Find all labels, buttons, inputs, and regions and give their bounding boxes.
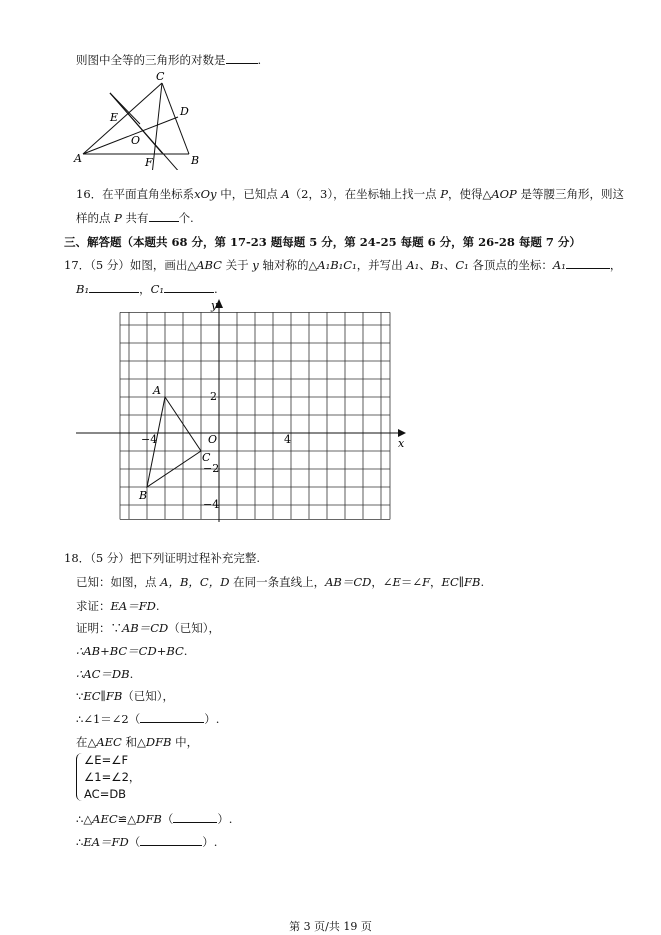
tick-y-neg4: −4 <box>203 498 220 511</box>
answer-blank-reason-1[interactable] <box>140 711 204 723</box>
q18-step-3: ∵EC∥FB（已知）， <box>76 689 175 703</box>
q18-proof-start: 证明：∵AB＝CD（已知）， <box>76 621 221 635</box>
vertex-label-b: B <box>139 489 148 502</box>
triangle-figure <box>70 70 205 170</box>
tick-y-2: 2 <box>210 390 217 403</box>
condition-1: ∠E=∠F <box>84 753 129 767</box>
answer-blank-reason-2[interactable] <box>173 811 217 823</box>
y-axis-label: y <box>211 299 218 312</box>
origin-label: O <box>208 433 218 446</box>
x-axis-arrow <box>398 429 406 437</box>
answer-blank[interactable] <box>149 210 179 222</box>
label-a: A <box>74 152 82 165</box>
vertex-label-a: A <box>153 384 161 397</box>
coordinate-grid <box>70 296 410 530</box>
label-f: F <box>145 156 153 169</box>
segment-ac <box>83 83 162 154</box>
q18-prove: 求证：EA＝FD. <box>76 599 160 613</box>
tick-x-4: 4 <box>284 433 291 446</box>
condition-brace <box>76 753 83 801</box>
answer-blank[interactable] <box>226 52 258 64</box>
label-e: E <box>110 111 119 124</box>
label-o: O <box>131 134 141 147</box>
section-heading: 三、解答题（本题共 68 分，第 17-23 题每题 5 分，第 24-25 每题 6 分，第 26-28 每题 7 分） <box>64 235 581 249</box>
vertex-label-c: C <box>202 451 211 464</box>
tick-y-neg2: −2 <box>203 462 220 475</box>
q18-given: 已知：如图，点 A，B，C，D 在同一条直线上，AB＝CD，∠E＝∠F，EC∥FB. <box>76 575 485 589</box>
condition-2: ∠1=∠2， <box>84 770 141 784</box>
q18-heading: 18．（5 分）把下列证明过程补充完整. <box>64 551 261 565</box>
answer-blank-reason-3[interactable] <box>140 834 202 846</box>
condition-3: AC=DB <box>84 787 127 801</box>
q17-line-1: 17．（5 分）如图，画出△ABC 关于 y 轴对称的△A₁B₁C₁，并写出 A₁、B₁、C₁ 各顶点的坐标：A₁ ， <box>64 258 622 272</box>
q16-line-1: 16．在平面直角坐标系xOy 中，已知点 A（2，3），在坐标轴上找一点 P，使得△AOP 是等腰三角形，则这 <box>76 187 624 201</box>
answer-blank-b1[interactable] <box>89 281 139 293</box>
label-b: B <box>191 154 200 167</box>
q18-step-2: ∴AC＝DB. <box>76 667 134 681</box>
q18-step-7: ∴EA＝FD（ ）. <box>76 835 218 849</box>
q18-step-4: ∴∠1＝∠2（ ）. <box>76 712 220 726</box>
answer-blank-c1[interactable] <box>164 281 214 293</box>
q18-step-1: ∴AB+BC＝CD+BC. <box>76 644 188 658</box>
x-axis-label: x <box>398 437 405 450</box>
answer-blank-a1[interactable] <box>566 257 610 269</box>
q18-step-6: ∴△AEC≌△DFB（ ）. <box>76 812 233 826</box>
label-d: D <box>180 105 189 118</box>
tick-x-neg4: −4 <box>141 433 158 446</box>
q17-line-2: B₁ ，C₁ . <box>76 282 218 296</box>
label-c: C <box>156 70 165 83</box>
q18-step-5: 在△AEC 和△DFB 中， <box>76 735 199 749</box>
q15-tail-text: 则图中全等的三角形的对数是 . <box>76 53 262 67</box>
page-footer: 第 3 页/共 19 页 <box>289 920 372 933</box>
q16-line-2: 样的点 P 共有 个. <box>76 211 194 225</box>
